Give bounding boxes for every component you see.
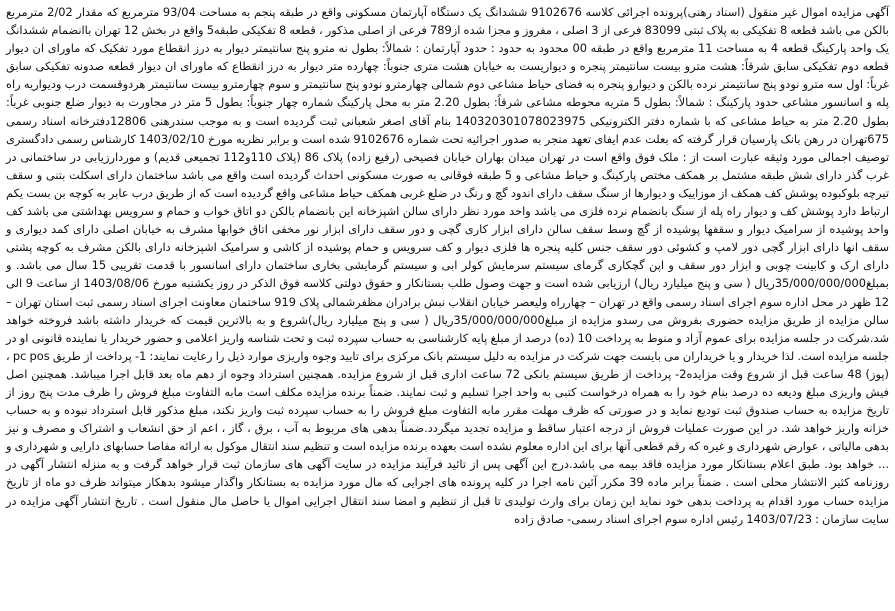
auction-notice-text: آگهی مزایده اموال غیر منقول (اسناد رهنی)پرونده اجرائی کلاسه 9102676 ششدانگ یک دستگاه آپارتمان مسکونی واقع در طبقه پنجم به مساحت 93/04 مترمربع که مقدار 2/02 مترمربع بالکن می باشد قطعه 8 تفکیکی به پلاک ثبتی 83099 فرعی از 3 اصلی ، مفروز و مجزا شده از789 فرعی از اصلی مذکور ، قطعه 8 تفکیکی طبقه5 واقع در بخش 12 تهران باانضمام ششدانگ یک واحد پارکینگ قطعه 4 به مساحت 11 مترمربع واقع در طبقه 00 محدود به حدود : حدود آپارتمان : شمالاً: بطول نه مترو پنج سانتیمتر دیوار به درز انقطاع مورد تفکیک که ماورای ان دیوار قطعه دوم تفکیکی سابق شرقاً: هشت مترو بیست سانتیمتر پنجره و دیواریست به خیابان هشت متری جنوباً: چهارده متر دیوار به درز انقطاع که ماورای ان دیوار قطعه ﺻﺪوﻧﻪ تفکیکی ﺳﺎﺑﻖ غرباً: اول سه مترو نودو پنج سانتیمتر نرده بالکن و دیوارو پنجره به فضای حیاط مشاعی دوم شمالی چهارمترو نودو پنج سانتیمتر و سوم چهارمترو بیست سانتیمتر هردوقسمت درب ودیواریه راه پله و اسانسور مشاعی حدود پارکینگ : شمالاً: بطول 5 متریه محوطه مشاعی شرقاً: بطول 2.20 متر به محل پارکینگ شماره چهار جنوباً: بطول 5 متر در مجاورت به دیوار ضلع جنوبی غرباً: بطول 2.20 متر به حیاط مشاعی که با شماره دفتر الکترونیکی 140320301078023975 بنام آقای اصغر شعبانی ثبت گردیده است و به موجب سندرهنی 12806دفترخانه اسناد رسمی 675تهران در رهن بانک پارسیان قرار گرفته که بعلت عدم ایفای تعهد منجر به صدور اجرائیه تحت شماره 9102676 شده است و برابر نظریه مورخ 1403/02/10 کارشناس رسمی دادگستری توصیف اجمالی مورد وثیقه عبارت است از : ملک فوق واقع است در تهران میدان بهاران خیابان فصیحی (رفیع زاده) پلاک 86 (پلاک 110و112 تجمیعی قدیم) و موردارزیابی در ساختمانی در غرب گذر دارای شش طبقه مشتمل بر همکف مختص پارکینگ و حیاط مشاعی و 5 طبقه فوقانی به صورت مسکونی احداث گردیده است واقع می باشد ساختمان دارای اسکلت بتنی و سقف تیرچه بلوکبوده پوشش کف همکف از موزاییک و دیوارها از سنگ سقف دارای اندود گچ و رنگ در ضلع غربی همکف حیاط مشاعی واقع گردیده است که از طریق درب عابر به کوچه بن بست یکم ارتباط دارد پوشش کف و دیوار راه پله از سنگ بانضمام نرده فلزی می باشد واحد مورد نظر دارای سالن اشپزخانه این بانضمام بالکن دو اتاق خواب و حمام و سرویس بهداشتی می باشد کف واحد پوشیده از سرامیک دیوار و سقفها پوشیده از گچ وسط سقف سالن دارای ابزار کاری گچی و دور سقف دارای ابزار نور مخفی اتاق خوابها مشرف به خیابان اصلی دارای کمد دیواری و سقف انها دارای ابزار گچی دور لامپ و کشوئی دور سقف جنس کلیه پنجره ها فلزی دیوار و کف سرویس و حمام پوشیده از کاشی و سرامیک اشپزخانه دارای بالکن مشرف به کوچه پشتی دارای ارک و کابینت چوبی و ابزار دور سقف و اپن گچکاری گرمای سیستم سرمایش کولر ابی و سیستم گرمایشی بخاری ساختمان دارای اسانسور با قدمت تقریبی 15 سال می باشد. و بمبلغ35/000/000/000ریال ( سی و پنج میلیارد ریال) ارزیابی شده است و جهت وصول طلب بستانکار و حقوق دولتی کلاسه فوق الذکر در روز یکشنبه مورخ 1403/08/06 از ساعت 9 الی 12 ظهر در محل اداره سوم اجرای اسناد رسمی واقع در تهران – چهارراه ولیعصر خیابان انقلاب نبش برادران مظفرشمالی پلاک 919 ساختمان معاونت اجرای اسناد رسمی ثبت استان تهران – سالن مزایده از طریق مزایده حضوری بفروش می رسدو مزایده از مبلغ35/000/000/000ریال ( سی و پنج میلیارد ریال)شروع و به بالاترین قیمت که خریدار داشته باشد فروخته خواهد شد.شرکت در جلسه مزایده برای عموم آزاد و منوط به پرداخت 10 (ده) درصد از مبلغ پایه کارشناسی به حساب سپرده ثبت و تحت شناسه واریز اعلامی و حضور خریدار یا نماینده قانونی او در جلسه مزایده است. لذا خریدار و یا خریداران می بایست جهت شرکت در مزایده به دلیل سیستم بانک مرکزی برای تایید وجوه واریزی موارد ذیل را رعایت نمایند: 1- پرداخت از طریق pc pos ، (پوز) 48 ساعت قبل از شروع وقت مزایده2- پرداخت از طریق سیستم بانکی 72 ساعت اداری قبل از شروع مزایده. همچنین استرداد وجوه از دهم ماه بعد قابل اجرا میباشد. همچنین اصل فیش واریزی مبلغ ودیعه ده درصد بنام خود را به همراه درخواست کتبی به واحد اجرا تسلیم و ثبت نمایند. ضمناً برنده مزایده مکلف است مابه التفاوت مبلغ فروش را ظرف مدت پنج روز از تاریخ مزایده به حساب صندوق ثبت تودیع نماید و در صورتی که ظرف مهلت مقرر مابه التفاوت مبلغ فروش را به حساب سپرده ثبت واریز نکند، مبلغ مذکور قابل استرداد نبوده و به حساب خزانه واریز خواهد شد. در این صورت عملیات فروش از درجه اعتبار ساقط و مزایده تجدید میگردد.ضمناً بدهی های مربوط به آب ، برق ، گاز ، اعم از حق انشعاب و اشتراک و مصرف و نیز بدهی مالیاتی ، عوارض شهرداری و غیره که رقم قطعی آنها برای این اداره معلوم نشده است بعهده برنده مزایده است و تنظیم سند انتقال موکول به ارائه مفاصا حسابهای دارایی و شهرداری و ... خواهد بود. طبق اعلام بستانکار مورد مزایده فاقد بیمه می باشد.درج این آگهی پس از تائید فرآیند مزایده در سایت آگهی های سازمان ثبت قرار خواهد گرفت و به منزله انتشار آگهی در روزنامه کثیر الانتشار محلی است . ضمناً برابر ماده 39 مکرر آئین نامه اجرا در کلیه پرونده های اجرایی که مال مورد مزایده به بستانکار واگذار میشود بدهکار میتواند ظرف دو ماه از تاریخ مزایده حساب مورد اقدام به پرداخت بدهی خود نماید این زمان برای وارث تولیدی تا قبل از تنظیم و امضا سند انتقال اجرایی اموال یا حاصل مال منقول است . تاریخ انتشار آگهی مزایده در سایت سازمان : 1403/07/23 رئیس اداره سوم اجرای اسناد رسمی- صادق زاده <box>6 5 890 526</box>
